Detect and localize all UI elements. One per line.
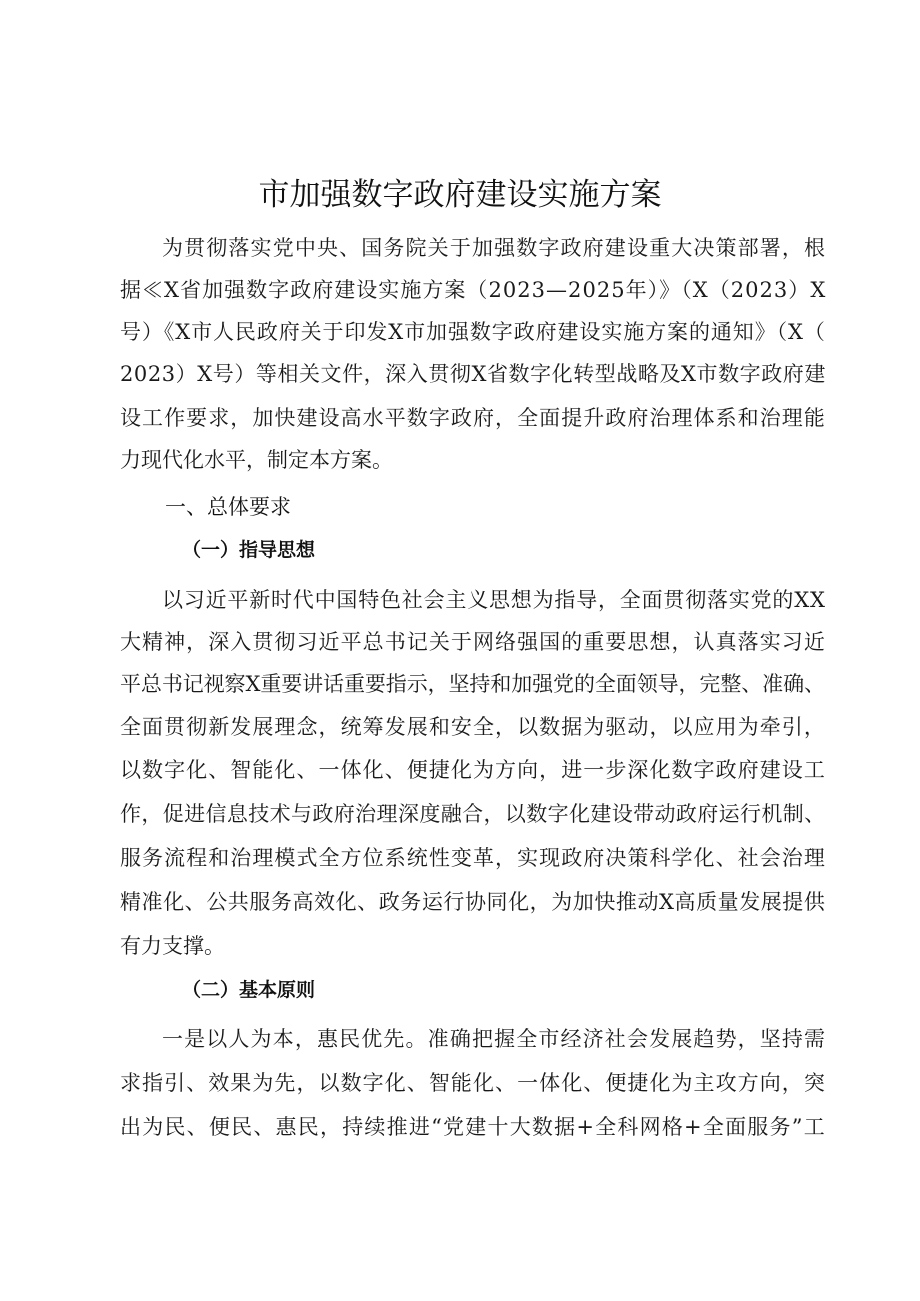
paragraph-line: 一是以人为本，惠民优先。准确把握全市经济社会发展趋势，坚持需 [162,1027,827,1051]
subsection-heading-basic-principles: （二）基本原则 [182,979,316,1001]
paragraph-line: 有力支撑。 [120,934,225,958]
paragraph-line: 平总书记视察X重要讲话重要指示，坚持和加强党的全面领导，完整、准确、 [120,672,825,696]
paragraph-line: 作，促进信息技术与政府治理深度融合，以数字化建设带动政府运行机制、 [120,802,826,826]
paragraph-line: 精准化、公共服务高效化、政务运行协同化，为加快推动X高质量发展提供 [120,890,826,914]
paragraph-line: 以数字化、智能化、一体化、便捷化为方向，进一步深化数字政府建设工 [120,758,826,782]
paragraph-line: 号）《X市人民政府关于印发X市加强数字政府建设实施方案的通知》（X（ [120,320,826,344]
paragraph-line: 服务流程和治理模式全方位系统性变革，实现政府决策科学化、社会治理 [120,846,826,870]
paragraph-line: 全面贯彻新发展理念，统筹发展和安全，以数据为驱动，以应用为牵引， [120,715,826,739]
paragraph-line: 设工作要求，加快建设高水平数字政府，全面提升政府治理体系和治理能 [120,406,826,430]
document-page [120,0,825,1301]
section-heading-overall-requirements: 一、总体要求 [165,495,291,519]
paragraph-line: 出为民、便民、惠民，持续推进“党建十大数据+全科网格+全面服务”工 [120,1115,826,1139]
paragraph-line: 大精神，深入贯彻习近平总书记关于网络强国的重要思想，认真落实习近 [120,630,826,654]
paragraph-line: 据≪X省加强数字政府建设实施方案（2023—2025年）》（X（2023）X [120,278,827,302]
paragraph-line: 2023）X号）等相关文件，深入贯彻X省数字化转型战略及X市数字政府建 [120,362,826,386]
paragraph-line: 为贯彻落实党中央、国务院关于加强数字政府建设重大决策部署，根 [162,236,827,260]
paragraph-line: 求指引、效果为先，以数字化、智能化、一体化、便捷化为主攻方向，突 [120,1071,826,1095]
paragraph-line: 以习近平新时代中国特色社会主义思想为指导，全面贯彻落实党的XX [162,588,826,612]
document-title: 市加强数字政府建设实施方案 [258,177,662,213]
subsection-heading-guiding-ideology: （一）指导思想 [182,539,316,561]
paragraph-line: 力现代化水平，制定本方案。 [120,448,393,472]
